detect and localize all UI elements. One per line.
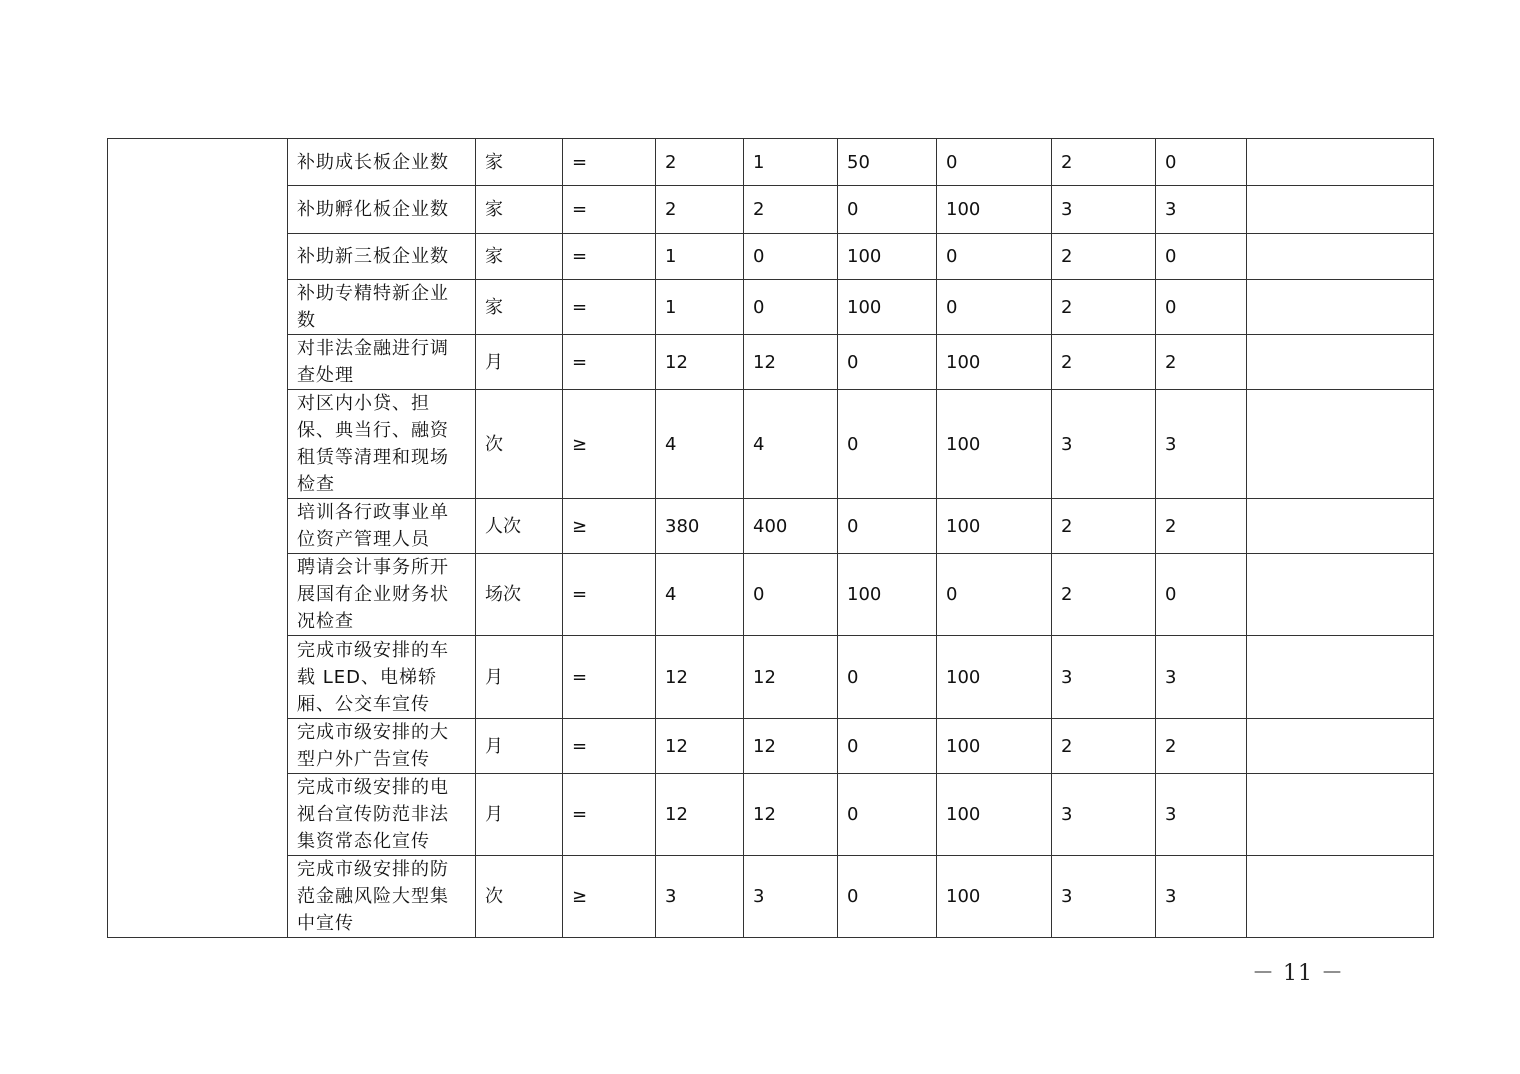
completion-rate-cell: 100 [937, 390, 1052, 499]
weight-cell: 3 [1052, 186, 1156, 234]
target-value-cell: 380 [656, 499, 744, 554]
completion-rate-cell: 100 [937, 186, 1052, 234]
table-row [108, 186, 1434, 234]
table-row [108, 390, 1434, 499]
deviation-cell: 0 [838, 499, 937, 554]
operator-cell: ≥ [563, 856, 656, 938]
actual-value-cell: 4 [744, 390, 838, 499]
deviation-cell: 0 [838, 186, 937, 234]
completion-rate-cell: 100 [937, 636, 1052, 719]
deviation-cell: 0 [838, 636, 937, 719]
actual-value-cell: 1 [744, 139, 838, 186]
unit-cell: 次 [476, 856, 563, 938]
note-cell [1247, 280, 1434, 335]
actual-value-cell: 3 [744, 856, 838, 938]
merged-category-cell [108, 139, 288, 938]
table-row [108, 856, 1434, 938]
score-cell: 0 [1156, 139, 1247, 186]
indicator-cell: 补助成长板企业数 [288, 139, 476, 186]
operator-cell: = [563, 335, 656, 390]
unit-cell: 月 [476, 719, 563, 774]
score-cell: 3 [1156, 636, 1247, 719]
actual-value-cell: 400 [744, 499, 838, 554]
indicator-cell: 对非法金融进行调查处理 [288, 335, 476, 390]
score-cell: 3 [1156, 856, 1247, 938]
operator-cell: = [563, 280, 656, 335]
completion-rate-cell: 100 [937, 774, 1052, 856]
deviation-cell: 50 [838, 139, 937, 186]
indicator-cell: 完成市级安排的防范金融风险大型集中宣传 [288, 856, 476, 938]
target-value-cell: 12 [656, 774, 744, 856]
unit-cell: 家 [476, 139, 563, 186]
unit-cell: 月 [476, 636, 563, 719]
actual-value-cell: 12 [744, 335, 838, 390]
target-value-cell: 12 [656, 719, 744, 774]
operator-cell: ≥ [563, 390, 656, 499]
score-cell: 2 [1156, 335, 1247, 390]
weight-cell: 2 [1052, 335, 1156, 390]
weight-cell: 2 [1052, 554, 1156, 636]
performance-table [107, 138, 1434, 938]
weight-cell: 3 [1052, 390, 1156, 499]
indicator-cell: 培训各行政事业单位资产管理人员 [288, 499, 476, 554]
score-cell: 0 [1156, 234, 1247, 280]
indicator-cell: 完成市级安排的车载 LED、电梯轿厢、公交车宣传 [288, 636, 476, 719]
actual-value-cell: 12 [744, 719, 838, 774]
score-cell: 3 [1156, 390, 1247, 499]
target-value-cell: 2 [656, 186, 744, 234]
unit-cell: 月 [476, 335, 563, 390]
completion-rate-cell: 0 [937, 234, 1052, 280]
weight-cell: 2 [1052, 139, 1156, 186]
actual-value-cell: 0 [744, 234, 838, 280]
table-row [108, 335, 1434, 390]
actual-value-cell: 0 [744, 554, 838, 636]
completion-rate-cell: 0 [937, 280, 1052, 335]
completion-rate-cell: 100 [937, 856, 1052, 938]
operator-cell: = [563, 234, 656, 280]
note-cell [1247, 636, 1434, 719]
note-cell [1247, 554, 1434, 636]
operator-cell: = [563, 719, 656, 774]
indicator-cell: 补助新三板企业数 [288, 234, 476, 280]
page-number: － 11 － [1252, 961, 1344, 986]
operator-cell: = [563, 554, 656, 636]
table-row [108, 499, 1434, 554]
indicator-cell: 补助孵化板企业数 [288, 186, 476, 234]
completion-rate-cell: 100 [937, 719, 1052, 774]
target-value-cell: 1 [656, 234, 744, 280]
indicator-cell: 对区内小贷、担保、典当行、融资租赁等清理和现场检查 [288, 390, 476, 499]
indicator-cell: 补助专精特新企业数 [288, 280, 476, 335]
actual-value-cell: 12 [744, 636, 838, 719]
deviation-cell: 0 [838, 856, 937, 938]
weight-cell: 3 [1052, 774, 1156, 856]
deviation-cell: 100 [838, 554, 937, 636]
target-value-cell: 3 [656, 856, 744, 938]
unit-cell: 人次 [476, 499, 563, 554]
target-value-cell: 4 [656, 554, 744, 636]
target-value-cell: 12 [656, 335, 744, 390]
unit-cell: 月 [476, 774, 563, 856]
weight-cell: 3 [1052, 856, 1156, 938]
unit-cell: 家 [476, 186, 563, 234]
table-row [108, 719, 1434, 774]
completion-rate-cell: 100 [937, 335, 1052, 390]
actual-value-cell: 2 [744, 186, 838, 234]
deviation-cell: 0 [838, 335, 937, 390]
unit-cell: 家 [476, 280, 563, 335]
deviation-cell: 100 [838, 234, 937, 280]
unit-cell: 场次 [476, 554, 563, 636]
unit-cell: 家 [476, 234, 563, 280]
weight-cell: 3 [1052, 636, 1156, 719]
note-cell [1247, 774, 1434, 856]
note-cell [1247, 390, 1434, 499]
table-row [108, 774, 1434, 856]
weight-cell: 2 [1052, 499, 1156, 554]
score-cell: 0 [1156, 280, 1247, 335]
indicator-cell: 完成市级安排的电视台宣传防范非法集资常态化宣传 [288, 774, 476, 856]
completion-rate-cell: 100 [937, 499, 1052, 554]
note-cell [1247, 719, 1434, 774]
table-body [108, 139, 1434, 938]
table-row [108, 234, 1434, 280]
operator-cell: = [563, 636, 656, 719]
weight-cell: 2 [1052, 280, 1156, 335]
note-cell [1247, 499, 1434, 554]
operator-cell: ≥ [563, 499, 656, 554]
indicator-cell: 完成市级安排的大型户外广告宣传 [288, 719, 476, 774]
weight-cell: 2 [1052, 719, 1156, 774]
operator-cell: = [563, 139, 656, 186]
target-value-cell: 12 [656, 636, 744, 719]
operator-cell: = [563, 774, 656, 856]
target-value-cell: 2 [656, 139, 744, 186]
table-row [108, 554, 1434, 636]
actual-value-cell: 0 [744, 280, 838, 335]
note-cell [1247, 335, 1434, 390]
score-cell: 3 [1156, 186, 1247, 234]
completion-rate-cell: 0 [937, 554, 1052, 636]
note-cell [1247, 186, 1434, 234]
note-cell [1247, 856, 1434, 938]
score-cell: 3 [1156, 774, 1247, 856]
score-cell: 2 [1156, 499, 1247, 554]
target-value-cell: 1 [656, 280, 744, 335]
deviation-cell: 0 [838, 774, 937, 856]
weight-cell: 2 [1052, 234, 1156, 280]
unit-cell: 次 [476, 390, 563, 499]
note-cell [1247, 234, 1434, 280]
table-row [108, 139, 1434, 186]
target-value-cell: 4 [656, 390, 744, 499]
note-cell [1247, 139, 1434, 186]
table-row [108, 636, 1434, 719]
completion-rate-cell: 0 [937, 139, 1052, 186]
operator-cell: = [563, 186, 656, 234]
score-cell: 0 [1156, 554, 1247, 636]
indicator-cell: 聘请会计事务所开展国有企业财务状况检查 [288, 554, 476, 636]
table-row [108, 280, 1434, 335]
actual-value-cell: 12 [744, 774, 838, 856]
deviation-cell: 0 [838, 390, 937, 499]
deviation-cell: 100 [838, 280, 937, 335]
deviation-cell: 0 [838, 719, 937, 774]
score-cell: 2 [1156, 719, 1247, 774]
